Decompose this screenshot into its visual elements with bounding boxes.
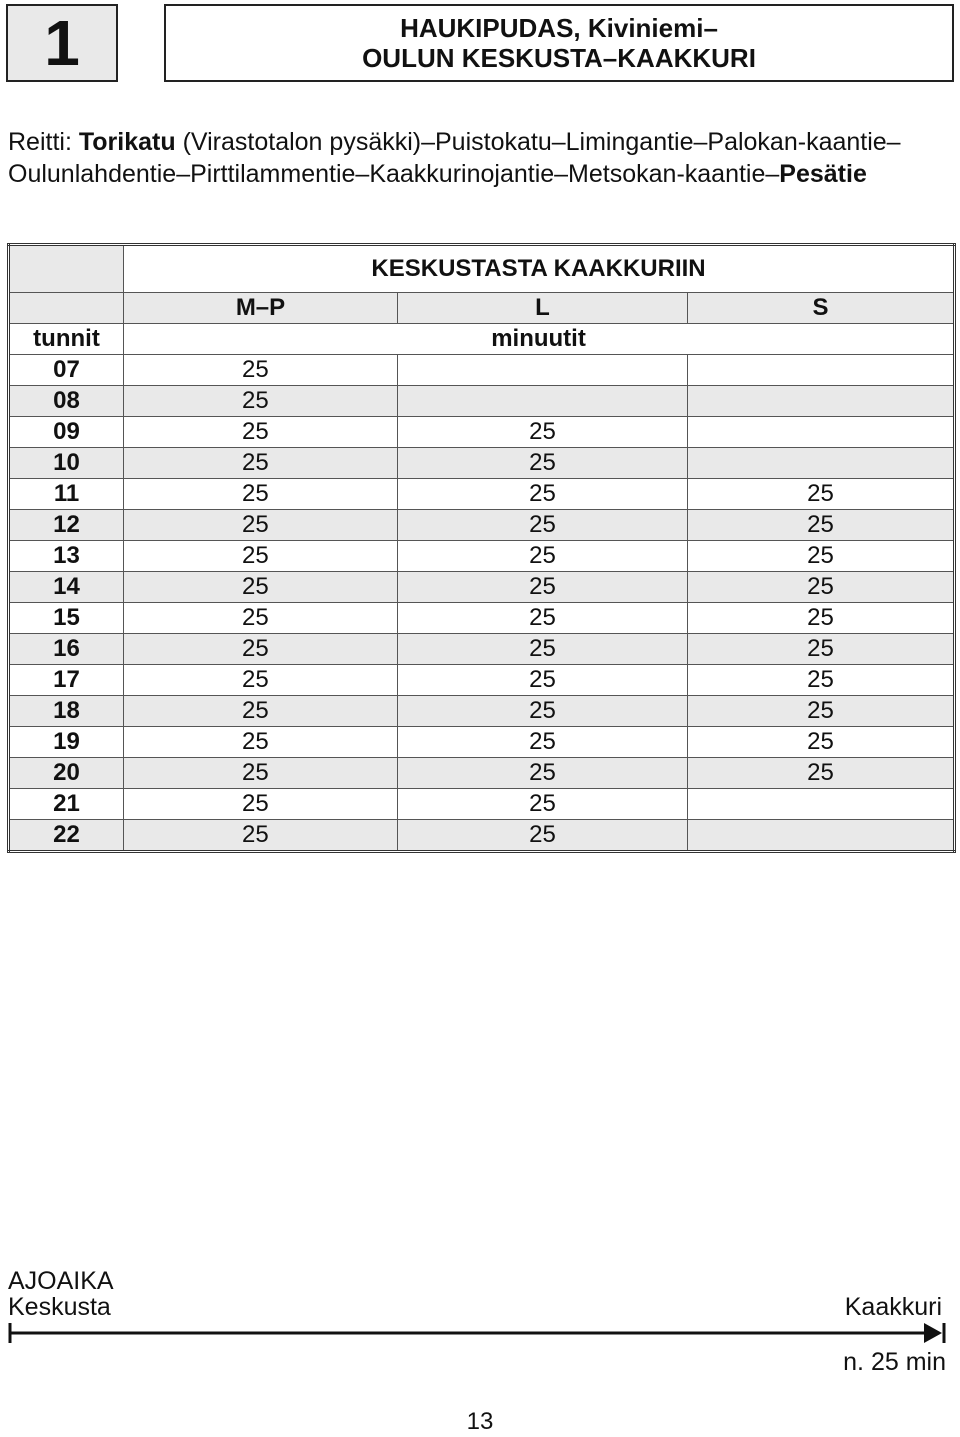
hour-cell: 17 [9, 665, 124, 696]
timetable-row [9, 572, 955, 603]
hour-cell: 19 [9, 727, 124, 758]
route-title-line1: HAUKIPUDAS, Kiviniemi– [400, 13, 718, 43]
page-number: 13 [466, 1408, 494, 1435]
timetable-row [9, 417, 955, 448]
minutes-s-cell: 25 [688, 727, 955, 758]
minutes-s-cell [688, 448, 955, 479]
route-end: Pesätie [779, 160, 867, 188]
timetable-row [9, 820, 955, 852]
arrow-head [924, 1323, 942, 1343]
minutes-l-cell: 25 [398, 541, 688, 572]
timetable-row [9, 727, 955, 758]
minutes-l-cell [398, 355, 688, 386]
route-start: Torikatu [78, 128, 176, 156]
route-title-box [164, 4, 954, 82]
route-description [8, 126, 948, 190]
minutes-mp-cell: 25 [124, 634, 398, 665]
minutes-l-cell: 25 [398, 603, 688, 634]
hour-cell: 21 [9, 789, 124, 820]
day-header-corner [9, 293, 124, 324]
minutes-s-cell: 25 [688, 665, 955, 696]
label-row [9, 324, 955, 355]
minutes-l-cell: 25 [398, 634, 688, 665]
timetable-row [9, 634, 955, 665]
day-header-l: L [398, 293, 688, 324]
hour-cell: 10 [9, 448, 124, 479]
minutes-l-cell: 25 [398, 510, 688, 541]
hour-cell: 11 [9, 479, 124, 510]
minutes-s-cell: 25 [688, 510, 955, 541]
timetable-row [9, 355, 955, 386]
hour-cell: 22 [9, 820, 124, 852]
travel-time-label [8, 1268, 114, 1320]
timetable-row [9, 510, 955, 541]
day-header-s: S [688, 293, 955, 324]
minutes-s-cell: 25 [688, 758, 955, 789]
timetable-row [9, 696, 955, 727]
minutes-s-cell: 25 [688, 634, 955, 665]
travel-time-start: Keskusta [8, 1293, 111, 1321]
minutes-l-cell: 25 [398, 417, 688, 448]
minutes-mp-cell: 25 [124, 665, 398, 696]
hour-cell: 08 [9, 386, 124, 417]
hour-cell: 09 [9, 417, 124, 448]
minutes-s-cell [688, 386, 955, 417]
minutes-mp-cell: 25 [124, 572, 398, 603]
minutes-mp-cell: 25 [124, 479, 398, 510]
hour-cell: 13 [9, 541, 124, 572]
minutes-mp-cell: 25 [124, 448, 398, 479]
timetable-row [9, 789, 955, 820]
minutes-mp-cell: 25 [124, 696, 398, 727]
minutes-l-cell: 25 [398, 696, 688, 727]
day-header-mp: M–P [124, 293, 398, 324]
timetable-row [9, 541, 955, 572]
minutes-l-cell: 25 [398, 572, 688, 603]
minutes-label: minuutit [124, 324, 955, 355]
route-middle: (Virastotalon pysäkki)–Puistokatu–Limingantie–Palokan-kaantie–Oulunlahdentie–Pirttilammentie–Kaakkurinojantie–Metsokan-kaantie– [8, 128, 901, 188]
minutes-mp-cell: 25 [124, 386, 398, 417]
minutes-l-cell: 25 [398, 727, 688, 758]
direction-header: KESKUSTASTA KAAKKURIIN [124, 245, 955, 293]
minutes-mp-cell: 25 [124, 789, 398, 820]
direction-row [9, 245, 955, 293]
timetable-row [9, 448, 955, 479]
day-header-row [9, 293, 955, 324]
hour-cell: 16 [9, 634, 124, 665]
travel-time-arrow [8, 1322, 946, 1344]
minutes-l-cell [398, 386, 688, 417]
timetable-row [9, 758, 955, 789]
hour-cell: 07 [9, 355, 124, 386]
minutes-mp-cell: 25 [124, 417, 398, 448]
route-number: 1 [44, 7, 80, 79]
minutes-s-cell: 25 [688, 603, 955, 634]
minutes-s-cell [688, 789, 955, 820]
minutes-s-cell [688, 417, 955, 448]
hour-cell: 15 [9, 603, 124, 634]
minutes-s-cell: 25 [688, 696, 955, 727]
travel-time-title: AJOAIKA [8, 1267, 114, 1295]
minutes-s-cell [688, 820, 955, 852]
travel-time-end: Kaakkuri [844, 1293, 942, 1321]
minutes-mp-cell: 25 [124, 727, 398, 758]
timetable-row [9, 665, 955, 696]
route-title-line2: OULUN KESKUSTA–KAAKKURI [362, 43, 756, 73]
minutes-s-cell: 25 [688, 479, 955, 510]
minutes-l-cell: 25 [398, 665, 688, 696]
minutes-l-cell: 25 [398, 479, 688, 510]
hour-cell: 14 [9, 572, 124, 603]
minutes-mp-cell: 25 [124, 758, 398, 789]
travel-time-duration: n. 25 min [843, 1348, 946, 1376]
minutes-s-cell: 25 [688, 572, 955, 603]
route-prefix: Reitti: [8, 128, 79, 156]
minutes-mp-cell: 25 [124, 541, 398, 572]
timetable-row [9, 603, 955, 634]
minutes-s-cell [688, 355, 955, 386]
minutes-mp-cell: 25 [124, 603, 398, 634]
hour-cell: 18 [9, 696, 124, 727]
hour-cell: 12 [9, 510, 124, 541]
route-number-box [6, 4, 118, 82]
timetable [7, 243, 956, 853]
timetable-row [9, 479, 955, 510]
minutes-mp-cell: 25 [124, 510, 398, 541]
direction-corner-cell [9, 245, 124, 293]
minutes-l-cell: 25 [398, 820, 688, 852]
minutes-l-cell: 25 [398, 789, 688, 820]
hour-cell: 20 [9, 758, 124, 789]
hours-label: tunnit [9, 324, 124, 355]
minutes-l-cell: 25 [398, 758, 688, 789]
timetable-row [9, 386, 955, 417]
minutes-s-cell: 25 [688, 541, 955, 572]
minutes-mp-cell: 25 [124, 820, 398, 852]
minutes-l-cell: 25 [398, 448, 688, 479]
minutes-mp-cell: 25 [124, 355, 398, 386]
